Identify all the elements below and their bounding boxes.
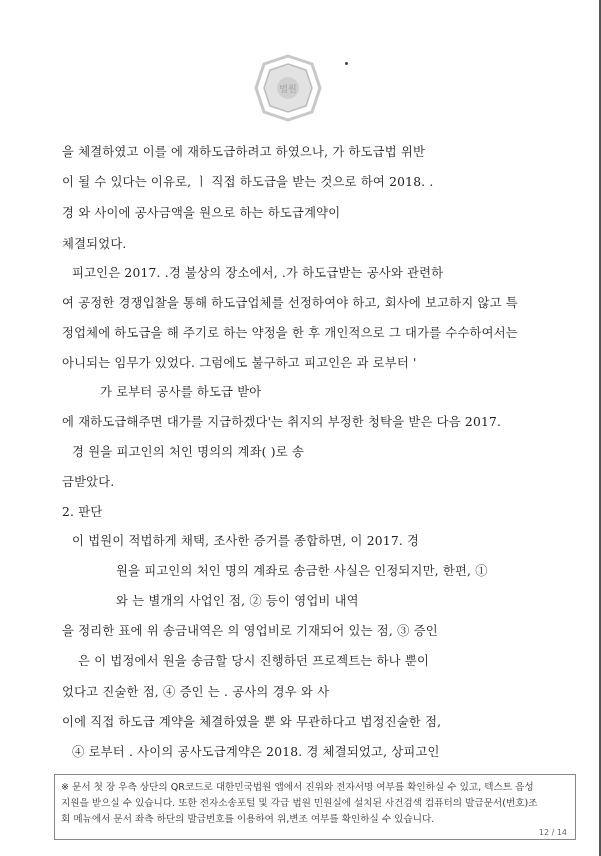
svg-text:법원: 법원 bbox=[279, 85, 297, 95]
court-seal-icon bbox=[250, 50, 326, 126]
body-line-7: 정업체에 하도급을 해 주기로 하는 약정을 한 후 개인적으로 그 대가를 수수하여서는 bbox=[62, 326, 518, 340]
speck bbox=[345, 62, 348, 65]
page-number: 12 / 14 bbox=[538, 828, 567, 837]
body-line-17: 을 정리한 표에 위 송금내역은 의 영업비로 기재되어 있는 점, ③ 증인 bbox=[62, 624, 438, 638]
notice-line-1: ※ 문서 첫 장 우측 상단의 QR코드로 대한민국법원 앱에서 진위와 전자서명 여부를 확인하실 수 있고, 텍스트 음성 bbox=[61, 782, 534, 793]
body-line-4: 체결되었다. bbox=[62, 237, 127, 251]
body-line-20: 이에 직접 하도급 계약을 체결하였을 뿐 와 무관하다고 법정진술한 점, bbox=[62, 715, 442, 729]
body-line-18: 은 이 법정에서 원을 송금할 당시 진행하던 프로젝트는 하나 뿐이 bbox=[78, 654, 430, 668]
body-line-19: 었다고 진술한 점, ④ 증인 는 . 공사의 경우 와 사 bbox=[62, 685, 330, 699]
verification-notice bbox=[54, 774, 576, 840]
body-line-9: 가 로부터 공사를 하도급 받아 bbox=[100, 385, 262, 399]
body-line-15: 원을 피고인의 처인 명의 계좌로 송금한 사실은 인정되지만, 한편, ① bbox=[116, 564, 488, 578]
body-line-12: 금받았다. bbox=[62, 475, 115, 489]
body-line-3: 경 와 사이에 공사금액을 원으로 하는 하도급계약이 bbox=[62, 206, 341, 220]
body-line-16: 와 는 별개의 사업인 점, ② 등이 영업비 내역 bbox=[116, 594, 359, 608]
body-line-6: 여 공정한 경쟁입찰을 통해 하도급업체를 선정하여야 하고, 회사에 보고하지 않고 특 bbox=[62, 296, 518, 310]
body-line-10: 에 재하도급해주면 대가를 지급하겠다'는 취지의 부정한 청탁을 받은 다음 2017. bbox=[62, 415, 502, 429]
body-line-1: 을 체결하였고 이를 에 재하도급하려고 하였으나, 가 하도급법 위반 bbox=[62, 145, 426, 159]
body-line-14: 이 법원이 적법하게 채택, 조사한 증거를 종합하면, 이 2017. 경 bbox=[72, 534, 420, 548]
notice-line-3: 회 메뉴에서 문서 좌측 하단의 발급번호를 이용하여 위,변조 여부를 확인하실 수 있습니다. bbox=[61, 814, 435, 825]
body-line-2: 이 될 수 있다는 이유로, ㅣ 직접 하도급을 받는 것으로 하여 2018. . bbox=[62, 175, 434, 189]
body-line-21: ④ 로부터 . 사이의 공사도급계약은 2018. 경 체결되었고, 상피고인 bbox=[72, 745, 440, 759]
notice-line-2: 지원을 받으실 수 있습니다. 또한 전자소송포털 및 각급 법원 민원실에 설치된 사건검색 컴퓨터의 발급문서(번호)조 bbox=[61, 798, 538, 809]
body-line-11: 경 원을 피고인의 처인 명의의 계좌( )로 송 bbox=[72, 445, 305, 459]
body-line-5: 피고인은 2017. .경 불상의 장소에서, .가 하도급받는 공사와 관련하 bbox=[72, 266, 444, 280]
section-heading: 2. 판단 bbox=[62, 505, 103, 519]
body-line-8: 아니되는 임무가 있었다. 그럼에도 불구하고 피고인은 과 로부터 ' bbox=[62, 356, 417, 370]
